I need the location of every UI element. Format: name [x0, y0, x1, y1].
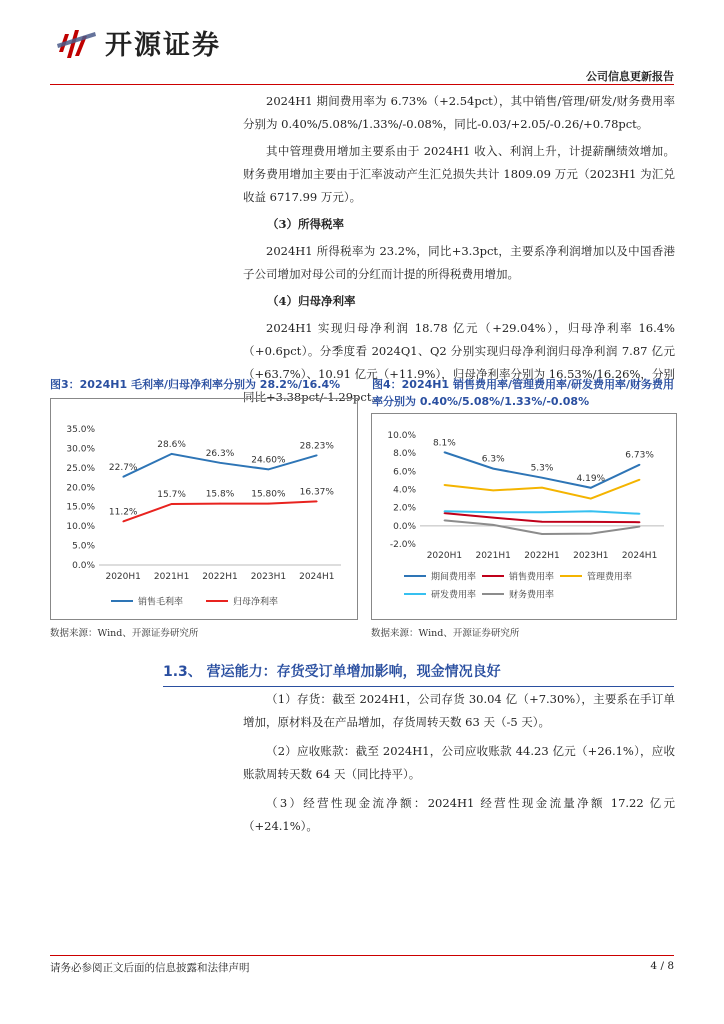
data-point: [590, 511, 592, 513]
legend-label: 研发费用率: [431, 590, 477, 601]
x-tick-label: 2020H1: [105, 572, 141, 582]
data-label: 15.80%: [251, 489, 286, 500]
y-tick-label: 5.0%: [72, 541, 95, 552]
data-point: [541, 533, 543, 535]
y-tick-label: 4.0%: [393, 485, 416, 496]
section-rule: [163, 686, 674, 687]
figure-3-chart: [51, 399, 357, 619]
data-point: [219, 503, 221, 505]
paragraph-expense-ratio: 2024H1 期间费用率为 6.73%（+2.54pct），其中销售/管理/研发/财务费用率分别为 0.40%/5.08%/1.33%/-0.08%，同比-0.03/+2.05/-0.26/+0.78pct。: [243, 94, 675, 131]
y-tick-label: 6.0%: [393, 467, 416, 478]
footer-disclaimer: 请务必参阅正文后面的信息披露和法律声明: [50, 962, 250, 974]
x-tick-label: 2022H1: [524, 551, 560, 561]
data-point: [122, 476, 124, 478]
data-label: 28.23%: [299, 441, 334, 452]
section-body: [243, 688, 675, 844]
figure-3-source: 数据来源：Wind、开源证券研究所: [50, 628, 199, 639]
data-label: 16.37%: [299, 487, 334, 498]
data-label: 5.3%: [530, 463, 554, 474]
data-point: [268, 469, 270, 471]
data-point: [639, 513, 641, 515]
data-point: [541, 511, 543, 513]
x-tick-label: 2024H1: [299, 572, 335, 582]
x-tick-label: 2023H1: [573, 551, 609, 561]
data-point: [639, 464, 641, 466]
data-point: [316, 501, 318, 503]
figure-4-source: 数据来源：Wind、开源证券研究所: [371, 628, 520, 639]
footer-rule: [50, 955, 674, 956]
heading-net-margin: （4）归母净利率: [267, 294, 356, 308]
y-tick-label: 15.0%: [66, 502, 95, 513]
data-point: [541, 487, 543, 489]
legend-label: 管理费用率: [587, 572, 633, 583]
y-tick-label: -2.0%: [389, 540, 416, 550]
paragraph-receivables: （2）应收账款：截至 2024H1，公司应收账款 44.23 亿元（+26.1%），应收账款周转天数 64 天（同比持平）。: [243, 744, 675, 781]
y-tick-label: 20.0%: [66, 483, 95, 494]
data-point: [444, 511, 446, 513]
paragraph-expense-detail: 其中管理费用增加主要系由于 2024H1 收入、利润上升，计提薪酬绩效增加。财务费用增加主要由于汇率波动产生汇兑损失共计 1809.09 万元（2023H1 为汇兑收益 6717.99 万元）。: [243, 144, 675, 204]
page-number: 4 / 8: [650, 960, 674, 972]
y-tick-label: 30.0%: [66, 444, 95, 455]
data-point: [444, 451, 446, 453]
data-point: [492, 490, 494, 492]
figure-3-title: 图3：2024H1 毛利率/归母净利率分别为 28.2%/16.4%: [50, 378, 341, 391]
company-logo: [55, 22, 221, 62]
legend-label: 财务费用率: [509, 590, 555, 601]
figure-4-title: 图4：2024H1 销售费用率/管理费用率/研发费用率/财务费用率分别为 0.40%/5.08%/1.33%/-0.08%: [372, 378, 675, 408]
data-label: 15.8%: [205, 489, 235, 500]
y-tick-label: 35.0%: [66, 425, 95, 435]
data-point: [171, 453, 173, 455]
legend-label: 归母净利率: [233, 597, 279, 608]
data-point: [492, 468, 494, 470]
y-tick-label: 0.0%: [393, 521, 416, 532]
x-tick-label: 2020H1: [426, 551, 463, 561]
legend-label: 销售费用率: [509, 572, 555, 583]
y-tick-label: 25.0%: [66, 463, 95, 474]
data-point: [171, 503, 173, 505]
paragraph-tax-rate: 2024H1 所得税率为 23.2%，同比+3.3pct，主要系净利润增加以及中国香港子公司增加对母公司的分红而计提的所得税费用增加。: [243, 244, 675, 281]
data-label: 11.2%: [108, 507, 138, 518]
data-label: 28.6%: [157, 439, 186, 450]
x-tick-label: 2021H1: [153, 572, 190, 582]
data-label: 24.60%: [251, 455, 286, 466]
y-tick-label: 8.0%: [393, 449, 416, 460]
y-tick-label: 2.0%: [393, 503, 416, 514]
data-point: [541, 477, 543, 479]
data-point: [541, 521, 543, 523]
y-tick-label: 10.0%: [66, 522, 95, 533]
x-tick-label: 2022H1: [202, 572, 238, 582]
data-point: [444, 512, 446, 514]
y-tick-label: 10.0%: [387, 431, 416, 441]
paragraph-inventory: （1）存货：截至 2024H1，公司存货 30.04 亿（+7.30%），主要系在手订单增加，原材料及在产品增加，存货周转天数 63 天（-5 天）。: [243, 692, 675, 729]
series-line-2: [444, 513, 639, 522]
figure-3-frame: [50, 398, 358, 620]
data-point: [219, 462, 221, 464]
data-point: [590, 533, 592, 535]
y-tick-label: 0.0%: [72, 561, 95, 571]
x-tick-label: 2021H1: [475, 551, 511, 561]
data-point: [639, 479, 641, 481]
legend-label: 销售毛利率: [138, 597, 184, 608]
figure-4-frame: [371, 413, 677, 620]
report-type: 公司信息更新报告: [586, 70, 674, 83]
figure-4-chart: [372, 414, 676, 619]
data-point: [492, 511, 494, 513]
data-label: 4.19%: [576, 473, 606, 484]
data-point: [492, 524, 494, 526]
data-point: [492, 517, 494, 519]
data-label: 26.3%: [205, 448, 235, 459]
header-rule: [50, 84, 674, 85]
x-tick-label: 2023H1: [250, 572, 287, 582]
data-point: [316, 455, 318, 457]
series-line-3: [444, 480, 639, 499]
body-text: [243, 90, 675, 413]
data-label: 22.7%: [108, 462, 138, 473]
data-label: 8.1%: [432, 438, 456, 449]
data-point: [639, 521, 641, 523]
data-point: [268, 503, 270, 505]
data-label: 6.73%: [625, 450, 654, 461]
data-label: 15.7%: [157, 489, 186, 500]
data-point: [590, 521, 592, 523]
legend-label: 期间费用率: [431, 572, 477, 583]
logo-text: 开源证券: [105, 29, 221, 61]
data-point: [590, 487, 592, 489]
data-point: [444, 520, 446, 522]
data-point: [444, 484, 446, 486]
x-tick-label: 2024H1: [621, 551, 658, 561]
data-point: [590, 498, 592, 500]
paragraph-net-margin: 2024H1 实现归母净利润 18.78 亿元（+29.04%），归母净利率 16.4%（+0.6pct）。分季度看 2024Q1、Q2 分别实现归母净利润归母净利润 7.87 亿元（+63.7%）、10.91 亿元（+11.9%），归母净利率分别为 16.53%/16.26%，分别同比+3.38pct/-1.29pct。: [243, 321, 675, 404]
section-title: 1.3、 营运能力：存货受订单增加影响，现金情况良好: [163, 664, 501, 680]
heading-tax-rate: （3）所得税率: [267, 217, 345, 231]
paragraph-cashflow: （3）经营性现金流净额：2024H1 经营性现金流量净额 17.22 亿元（+24.1%）。: [243, 796, 675, 833]
data-point: [639, 526, 641, 528]
logo-mark-icon: [55, 22, 99, 62]
data-label: 6.3%: [481, 454, 505, 465]
data-point: [122, 521, 124, 523]
